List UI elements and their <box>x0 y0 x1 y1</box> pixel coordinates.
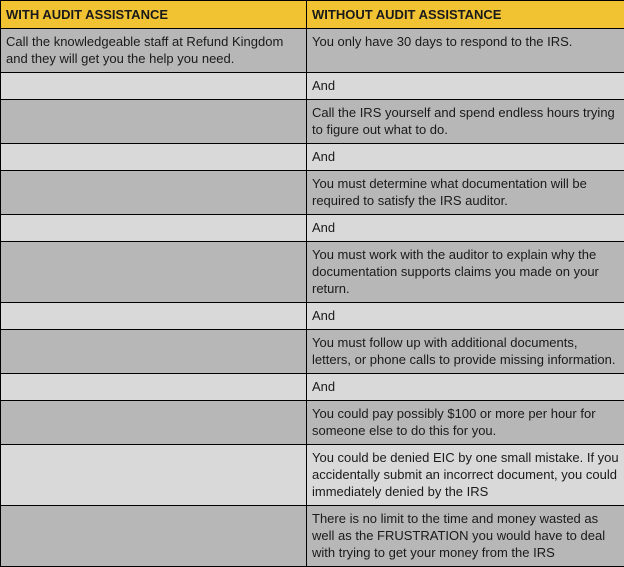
header-row <box>1 1 624 29</box>
cell-with-audit-assistance <box>1 215 307 242</box>
table-row <box>1 100 624 144</box>
cell-without-audit-assistance: You could be denied EIC by one small mistake. If you accidentally submit an incorrect document, you could immediately denied by the IRS <box>307 445 624 506</box>
cell-without-audit-assistance: And <box>307 215 624 242</box>
table-row <box>1 401 624 445</box>
cell-without-audit-assistance: And <box>307 144 624 171</box>
cell-without-audit-assistance: There is no limit to the time and money wasted as well as the FRUSTRATION you would have to deal with trying to get your money from the IRS <box>307 506 624 567</box>
cell-with-audit-assistance <box>1 445 307 506</box>
cell-without-audit-assistance: And <box>307 303 624 330</box>
cell-with-audit-assistance: Call the knowledgeable staff at Refund Kingdom and they will get you the help you need. <box>1 29 307 73</box>
cell-with-audit-assistance <box>1 171 307 215</box>
table-row <box>1 144 624 171</box>
table-body <box>1 29 624 567</box>
cell-with-audit-assistance <box>1 374 307 401</box>
cell-without-audit-assistance: And <box>307 73 624 100</box>
cell-without-audit-assistance: And <box>307 374 624 401</box>
cell-without-audit-assistance: You only have 30 days to respond to the IRS. <box>307 29 624 73</box>
cell-with-audit-assistance <box>1 330 307 374</box>
cell-with-audit-assistance <box>1 73 307 100</box>
table-row <box>1 506 624 567</box>
table-row <box>1 303 624 330</box>
table-row <box>1 215 624 242</box>
table-row <box>1 374 624 401</box>
cell-without-audit-assistance: You must work with the auditor to explain why the documentation supports claims you made on your return. <box>307 242 624 303</box>
cell-without-audit-assistance: You could pay possibly $100 or more per hour for someone else to do this for you. <box>307 401 624 445</box>
header-without-audit-assistance: WITHOUT AUDIT ASSISTANCE <box>307 1 624 29</box>
table-row <box>1 242 624 303</box>
cell-without-audit-assistance: You must determine what documentation will be required to satisfy the IRS auditor. <box>307 171 624 215</box>
table-row <box>1 171 624 215</box>
cell-with-audit-assistance <box>1 401 307 445</box>
table-row <box>1 445 624 506</box>
cell-with-audit-assistance <box>1 100 307 144</box>
cell-without-audit-assistance: You must follow up with additional documents, letters, or phone calls to provide missing information. <box>307 330 624 374</box>
table-row <box>1 73 624 100</box>
cell-without-audit-assistance: Call the IRS yourself and spend endless hours trying to figure out what to do. <box>307 100 624 144</box>
cell-with-audit-assistance <box>1 242 307 303</box>
cell-with-audit-assistance <box>1 506 307 567</box>
cell-with-audit-assistance <box>1 303 307 330</box>
header-with-audit-assistance: WITH AUDIT ASSISTANCE <box>1 1 307 29</box>
table-row <box>1 29 624 73</box>
table-row <box>1 330 624 374</box>
cell-with-audit-assistance <box>1 144 307 171</box>
